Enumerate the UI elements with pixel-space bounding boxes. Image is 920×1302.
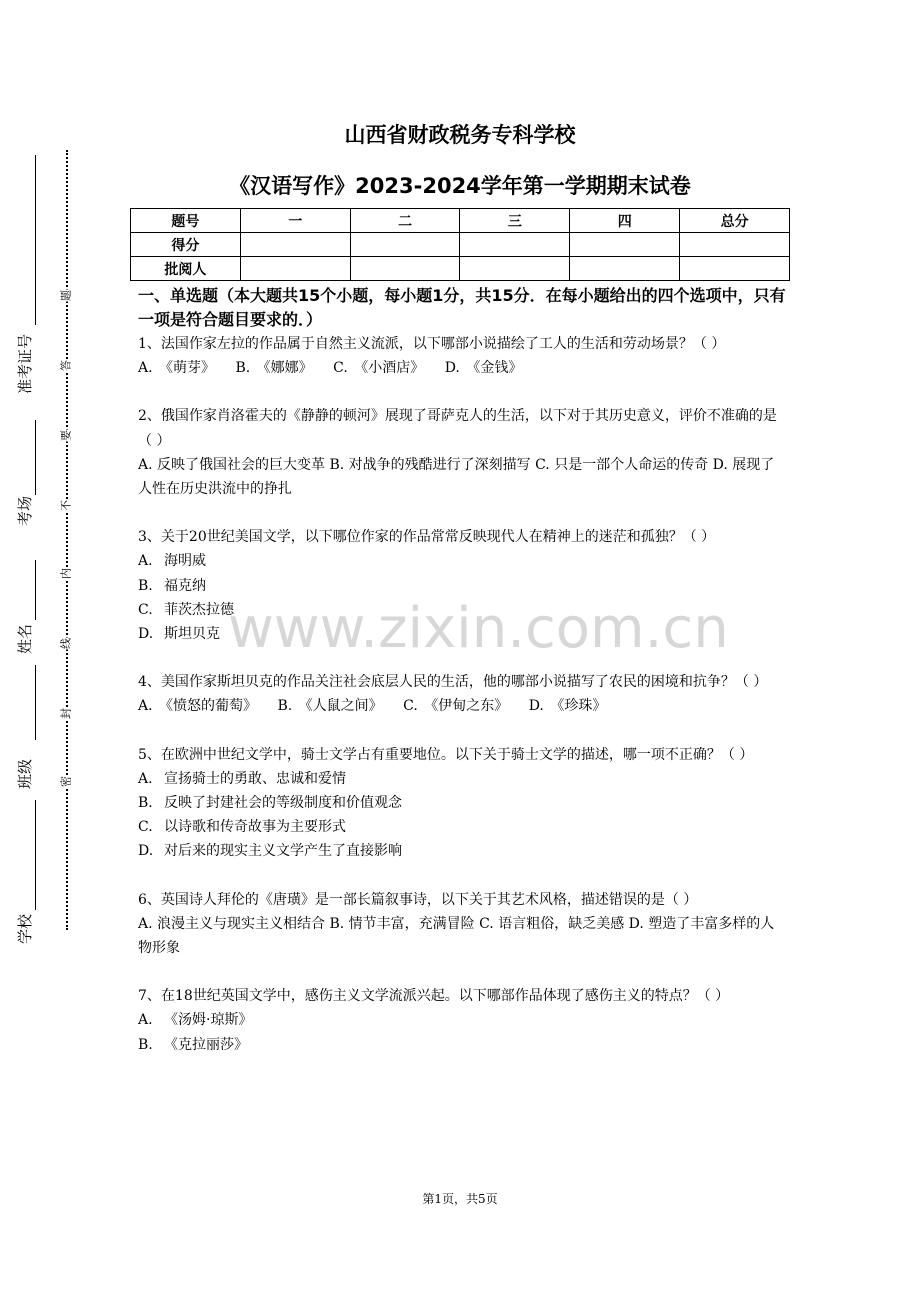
reviewer-cell[interactable] — [350, 257, 460, 281]
question — [138, 670, 788, 718]
option[interactable]: A. 《愤怒的葡萄》 — [138, 698, 258, 715]
score-row-label: 得分 — [131, 233, 241, 257]
option[interactable]: B. 《克拉丽莎》 — [138, 1036, 248, 1053]
field-underline — [35, 560, 36, 620]
option[interactable]: A. 宣扬骑士的勇敢、忠诚和爱情 — [138, 770, 346, 787]
option[interactable]: A. 《汤姆·琼斯》 — [138, 1012, 253, 1029]
score-cell[interactable] — [460, 233, 570, 257]
seal-char: 内 — [59, 568, 73, 579]
question — [138, 984, 788, 1057]
option[interactable]: B. 《娜娜》 — [235, 360, 313, 377]
question-text: 5、在欧洲中世纪文学中，骑士文学占有重要地位。以下关于骑士文学的描述，哪一项不正确？（ ） — [138, 746, 754, 763]
question-options — [138, 356, 788, 380]
seal-char: 密 — [59, 776, 73, 787]
section-heading: 一、单选题（本大题共15个小题，每小题1分，共15分．在每小题给出的四个选项中，只有一项是符合题目要求的．） — [138, 286, 786, 329]
score-cell[interactable] — [570, 233, 680, 257]
seal-char: 不 — [59, 500, 73, 511]
question — [138, 743, 788, 864]
option[interactable]: D. 对后来的现实主义文学产生了直接影响 — [138, 843, 402, 860]
field-underline — [35, 800, 36, 910]
score-table-header-cell: 总分 — [680, 209, 790, 233]
reviewer-cell[interactable] — [570, 257, 680, 281]
score-table-header-cell: 二 — [350, 209, 460, 233]
option[interactable]: B. 《人鼠之间》 — [277, 698, 383, 715]
page-footer: 第1页，共5页 — [422, 1192, 498, 1206]
exam-content — [138, 284, 788, 1057]
seal-char: 题 — [59, 290, 73, 301]
score-cell[interactable] — [350, 233, 460, 257]
seal-char: 封 — [59, 708, 73, 719]
score-row — [131, 233, 790, 257]
field-underline — [35, 420, 36, 495]
watermark: www.zixin.com.cn — [228, 596, 729, 661]
option[interactable]: D. 斯坦贝克 — [138, 626, 220, 643]
seal-char: 答 — [59, 360, 73, 371]
reviewer-cell[interactable] — [240, 257, 350, 281]
question-text: 1、法国作家左拉的作品属于自然主义流派，以下哪部小说描绘了工人的生活和劳动场景？（ ） — [138, 336, 726, 352]
question-text: 2、俄国作家肖洛霍夫的《静静的顿河》展现了哥萨克人的生活，以下对于其历史意义，评价不准确的是（ ） — [138, 408, 777, 449]
reviewer-cell[interactable] — [460, 257, 570, 281]
score-table-header-cell: 四 — [570, 209, 680, 233]
score-cell[interactable] — [680, 233, 790, 257]
reviewer-row — [131, 257, 790, 281]
field-underline — [35, 665, 36, 740]
field-exam-room: 考场 — [16, 495, 34, 526]
question-options: A. 反映了俄国社会的巨大变革 B. 对战争的残酷进行了深刻描写 C. 只是一部个人命运的传奇 D. 展现了人性在历史洪流中的挣扎 — [138, 456, 775, 498]
school-title: 山西省财政税务专科学校 — [344, 123, 576, 147]
question-text: 6、英国诗人拜伦的《唐璜》是一部长篇叙事诗，以下关于其艺术风格，描述错误的是（ ） — [138, 891, 698, 908]
option[interactable]: C. 《伊甸之东》 — [403, 698, 509, 715]
question-options: A. 浪漫主义与现实主义相结合 B. 情节丰富，充满冒险 C. 语言粗俗，缺乏美感 D. 塑造了丰富多样的人物形象 — [138, 915, 775, 957]
question-text: 7、在18世纪英国文学中，感伤主义文学流派兴起。以下哪部作品体现了感伤主义的特点？（ ） — [138, 988, 730, 1005]
field-class: 班级 — [16, 758, 34, 789]
question-text: 4、美国作家斯坦贝克的作品关注社会底层人民的生活，他的哪部小说描写了农民的困境和抗争？（ ） — [138, 674, 768, 691]
score-table — [130, 208, 790, 281]
option[interactable]: D. 《金钱》 — [444, 360, 523, 377]
field-admission-number: 准考证号 — [16, 333, 34, 394]
option[interactable]: C. 菲茨杰拉德 — [138, 601, 234, 618]
reviewer-row-label: 批阅人 — [131, 257, 241, 281]
option[interactable]: B. 反映了封建社会的等级制度和价值观念 — [138, 795, 402, 812]
option[interactable]: A. 《萌芽》 — [138, 360, 216, 377]
seal-char: 要 — [59, 430, 73, 441]
seal-dotted-line — [66, 150, 68, 930]
question — [138, 332, 788, 380]
reviewer-cell[interactable] — [680, 257, 790, 281]
exam-title: 《汉语写作》2023-2024学年第一学期期末试卷 — [229, 174, 691, 198]
field-name: 姓名 — [16, 623, 34, 654]
option[interactable]: B. 福克纳 — [138, 577, 206, 594]
question-text: 3、关于20世纪美国文学，以下哪位作家的作品常常反映现代人在精神上的迷茫和孤独？（ ） — [138, 529, 716, 546]
score-cell[interactable] — [240, 233, 350, 257]
score-table-header-cell: 一 — [240, 209, 350, 233]
score-table-header-row — [131, 209, 790, 233]
question — [138, 888, 788, 961]
score-table-header-cell: 题号 — [131, 209, 241, 233]
question-options — [138, 694, 788, 718]
seal-char: 线 — [59, 638, 73, 649]
field-school: 学校 — [16, 913, 34, 944]
option[interactable]: C. 以诗歌和传奇故事为主要形式 — [138, 819, 346, 836]
option[interactable]: A. 海明威 — [138, 553, 206, 570]
question — [138, 404, 788, 501]
score-table-header-cell: 三 — [460, 209, 570, 233]
option[interactable]: C. 《小酒店》 — [333, 360, 425, 377]
option[interactable]: D. 《珍珠》 — [528, 698, 607, 715]
